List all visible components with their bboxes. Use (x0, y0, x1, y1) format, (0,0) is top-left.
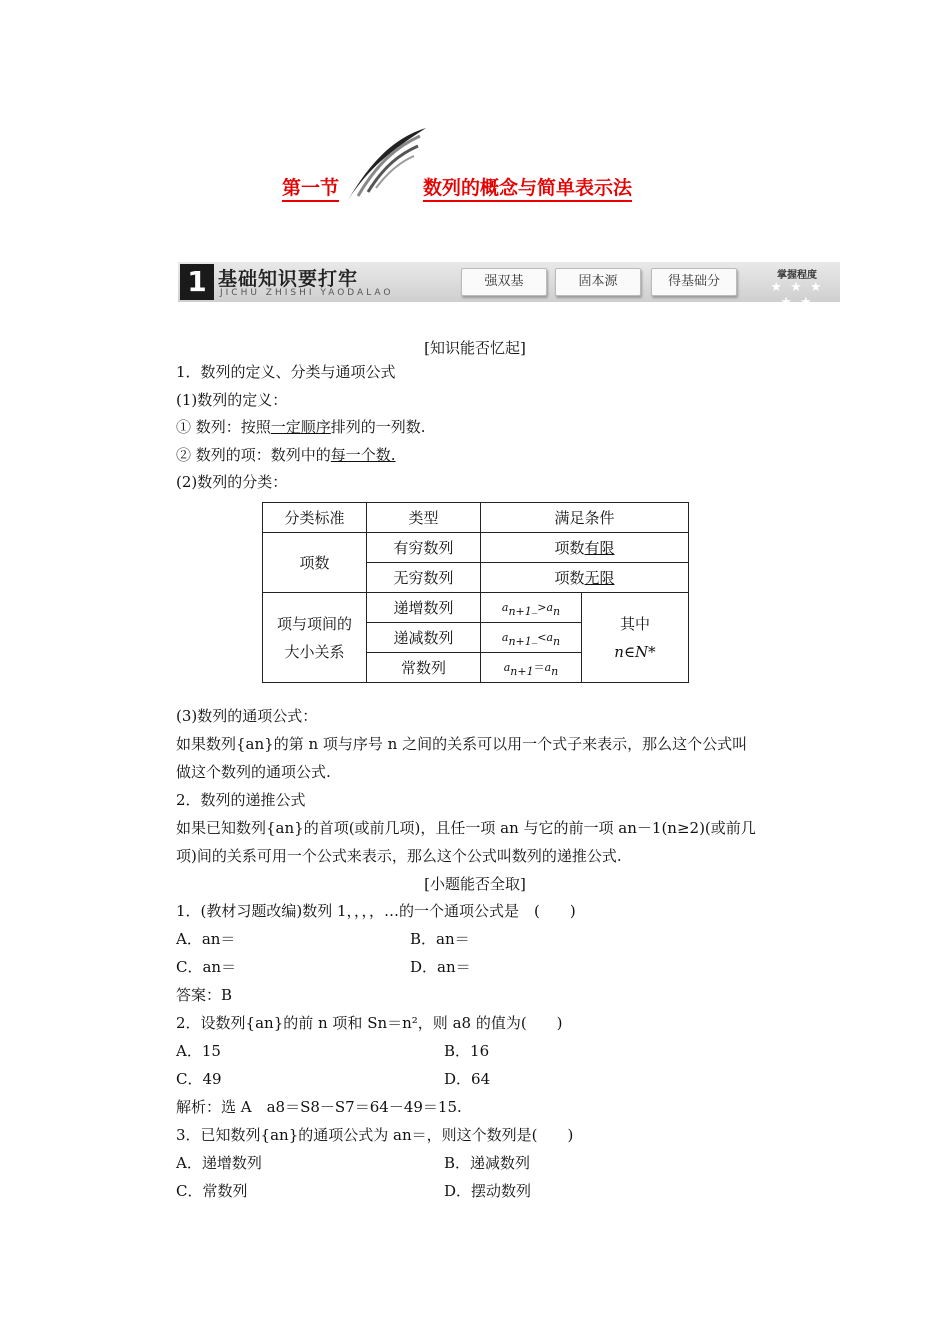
definition-heading: (1)数列的定义： (176, 391, 288, 409)
table-header: 类型 (367, 503, 481, 533)
option-b: B．递减数列 (444, 1154, 531, 1172)
option-d: D．64 (444, 1070, 491, 1088)
formula-text: 做这个数列的通项公式. (176, 763, 331, 781)
option-c: C．an＝ (176, 958, 237, 976)
star-rating-icon: ★ ★ ★ ★ ★ (770, 280, 824, 310)
table-cell-condition: $a_{n+1}\_<a_n$ (481, 623, 582, 653)
table-cell: 无穷数列 (367, 563, 481, 593)
classification-table (262, 502, 689, 683)
classification-heading: (2)数列的分类： (176, 473, 288, 491)
option-c: C．常数列 (176, 1182, 248, 1200)
section-heading-exercises: [小题能否全取] (424, 875, 526, 893)
definition-2: ② 数列的项：数列中的每一个数. (176, 446, 396, 464)
question-3: 3．已知数列{an}的通项公式为 an＝，则这个数列是( ) (176, 1126, 574, 1144)
solution: 解析：选 A a8＝S8－S7＝64－49＝15. (176, 1098, 462, 1116)
table-cell: 项数无限 (481, 563, 689, 593)
table-cell: 项数有限 (481, 533, 689, 563)
option-d: D．an＝ (410, 958, 471, 976)
banner-title: 基础知识要打牢 (218, 268, 359, 290)
table-cell: 递减数列 (367, 623, 481, 653)
table-header: 满足条件 (481, 503, 689, 533)
table-cell-group: 项数 (263, 533, 367, 593)
mastery-label: 掌握程度 (777, 270, 817, 281)
recursion-text: 如果已知数列{an}的首项(或前几项)，且任一项 an 与它的前一项 an－1(n≥2)(或前几 (176, 819, 756, 837)
section-banner (178, 262, 840, 310)
table-cell: 递增数列 (367, 593, 481, 623)
answer: 答案：B (176, 986, 233, 1004)
heading-1: 1．数列的定义、分类与通项公式 (176, 363, 396, 381)
option-a: A．15 (176, 1042, 221, 1060)
option-b: B．an＝ (410, 930, 470, 948)
table-cell-condition: $a_{n+1}=a_n$ (481, 653, 582, 683)
heading-2: 2．数列的递推公式 (176, 791, 306, 809)
tag-dejichufen: 得基础分 (651, 268, 737, 296)
section-number: 第一节 (282, 176, 339, 202)
page-title: 数列的概念与简单表示法 (423, 176, 632, 202)
question-2: 2．设数列{an}的前 n 项和 Sn＝n²，则 a8 的值为( ) (176, 1014, 563, 1032)
tag-gubenyuan: 固本源 (555, 268, 641, 296)
option-a: A．递增数列 (176, 1154, 262, 1172)
table-cell-condition: $a_{n+1}\_>a_n$ (481, 593, 582, 623)
table-cell: 有穷数列 (367, 533, 481, 563)
option-a: A．an＝ (176, 930, 236, 948)
banner-number: 1 (180, 264, 214, 300)
option-d: D．摆动数列 (444, 1182, 532, 1200)
section-heading-knowledge: [知识能否忆起] (424, 339, 526, 357)
formula-heading: (3)数列的通项公式： (176, 707, 318, 725)
formula-text: 如果数列{an}的第 n 项与序号 n 之间的关系可以用一个式子来表示，那么这个公式叫 (176, 735, 748, 753)
table-cell-note: 其中 n∈N* (582, 593, 689, 683)
recursion-text: 项)间的关系可用一个公式来表示，那么这个公式叫数列的递推公式. (176, 847, 622, 865)
tag-qiangshuangji: 强双基 (461, 268, 547, 296)
feather-icon (340, 126, 430, 204)
table-header: 分类标准 (263, 503, 367, 533)
banner-pinyin: JICHU ZHISHI YAODALAO (220, 288, 394, 298)
option-b: B．16 (444, 1042, 490, 1060)
definition-1: ① 数列：按照一定顺序排列的一列数. (176, 418, 426, 436)
table-cell: 常数列 (367, 653, 481, 683)
option-c: C．49 (176, 1070, 222, 1088)
question-1: 1．(教材习题改编)数列 1，，，，…的一个通项公式是 ( ) (176, 902, 576, 920)
table-cell-group: 项与项间的 大小关系 (263, 593, 367, 683)
